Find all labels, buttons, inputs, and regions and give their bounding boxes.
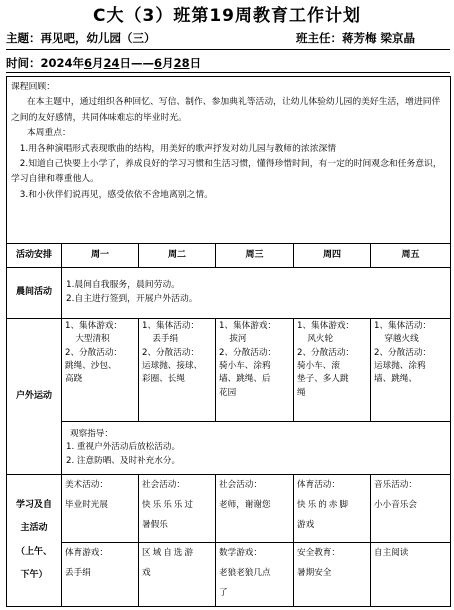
outdoor-wed-line: 骑小车、涂鸦 bbox=[219, 360, 271, 371]
morning-line-2: 2.自主进行签到，开展户外活动。 bbox=[66, 294, 198, 304]
learning-label-line-3: （上午、 bbox=[15, 546, 52, 557]
divider-bottom bbox=[6, 72, 450, 73]
outdoor-wed-line: 墙、跳绳、后 bbox=[219, 374, 271, 385]
learning-label bbox=[7, 475, 62, 607]
learning-thu-top-line: 体育活动： bbox=[297, 480, 340, 490]
outdoor-fri-line: 运球抛、涂鸦 bbox=[374, 360, 426, 371]
morning-content bbox=[62, 268, 451, 319]
morning-label: 晨间活动 bbox=[7, 268, 62, 319]
outdoor-thu-line: 骑小车、滚 bbox=[297, 360, 340, 371]
header-mon: 周一 bbox=[62, 244, 139, 268]
outdoor-fri-line: 墙、跳绳、 bbox=[374, 374, 417, 385]
outdoor-mon-line: 1、集体游戏： bbox=[65, 321, 123, 331]
learning-wed-bottom-line: 老狼老狼几点 bbox=[219, 567, 271, 578]
outdoor-fri-line: 2、分散活动： bbox=[374, 347, 432, 358]
learning-mon-top-line: 毕业时光展 bbox=[65, 499, 108, 510]
time-year: 2024年 bbox=[40, 56, 85, 70]
learning-thu-bottom bbox=[294, 543, 371, 607]
outdoor-mon-line: 高跷 bbox=[65, 374, 83, 385]
learning-thu-bottom-line: 暑期安全 bbox=[297, 567, 332, 578]
learning-wed-bottom bbox=[216, 543, 294, 607]
observation-line-1: 1. 重视户外活动后放松活动。 bbox=[66, 442, 181, 453]
learning-wed-top-line: 老师，谢谢您 bbox=[219, 499, 271, 510]
morning-line-1: 1.晨间自我服务，晨间劳动。 bbox=[66, 280, 180, 291]
outdoor-mon-line: 跳绳、沙包、 bbox=[65, 360, 117, 371]
outdoor-thu-line: 1、集体游戏： bbox=[297, 321, 355, 331]
outdoor-mon bbox=[62, 319, 139, 422]
review-cell bbox=[7, 77, 451, 244]
outdoor-fri-line: 1、集体活动： bbox=[374, 321, 432, 331]
review-row bbox=[7, 77, 451, 244]
learning-wed-top-line: 社会活动： bbox=[219, 480, 262, 490]
time-separator: —— bbox=[131, 56, 155, 70]
review-text: 在本主题中，通过组织各种回忆、写信、制作、参加典礼等活动，让幼儿体验幼儿园的美好生活，增进同伴之间的友好感情，共同体味难忘的毕业时光。 bbox=[11, 97, 441, 123]
learning-row-top bbox=[7, 475, 451, 543]
time-line bbox=[6, 55, 201, 71]
learning-fri-top-line: 小小音乐会 bbox=[374, 499, 417, 510]
time-end-day-unit: 日 bbox=[189, 56, 202, 70]
observation-line-2: 2. 注意防晒、及时补充水分。 bbox=[66, 455, 181, 466]
outdoor-label: 户外运动 bbox=[7, 319, 62, 475]
focus-title: 本周重点： bbox=[26, 128, 71, 139]
learning-label-line-2: 主活动 bbox=[20, 523, 48, 534]
outdoor-thu-line: 垫子、多人跳 bbox=[297, 374, 349, 385]
outdoor-wed bbox=[216, 319, 294, 422]
time-label: 时间： bbox=[6, 56, 41, 70]
outdoor-wed-line: 1、集体游戏： bbox=[219, 321, 277, 331]
learning-fri-top bbox=[371, 475, 451, 543]
outdoor-wed-line: 花园 bbox=[219, 387, 237, 398]
learning-tue-bottom bbox=[139, 543, 216, 607]
learning-mon-bottom bbox=[62, 543, 139, 607]
outdoor-fri bbox=[371, 319, 451, 422]
outdoor-tue-line: 运球抛、接球、 bbox=[142, 360, 203, 371]
learning-mon-bottom-line: 丢手绢 bbox=[65, 567, 91, 578]
outdoor-mon-line: 大型清积 bbox=[75, 334, 110, 345]
learning-label-line-1: 学习及自 bbox=[15, 499, 52, 510]
header-thu: 周四 bbox=[294, 244, 371, 268]
learning-wed-bottom-line: 了 bbox=[219, 587, 228, 598]
morning-row bbox=[7, 268, 451, 319]
header-fri: 周五 bbox=[371, 244, 451, 268]
time-end-month: 6 bbox=[154, 56, 163, 70]
learning-mon-top bbox=[62, 475, 139, 543]
outdoor-tue bbox=[139, 319, 216, 422]
outdoor-row bbox=[7, 319, 451, 422]
theme-value: 再见吧，幼儿园（三） bbox=[40, 31, 156, 45]
learning-tue-top-line: 快乐乐乐过 bbox=[142, 499, 195, 510]
observation-cell bbox=[62, 422, 451, 475]
outdoor-thu bbox=[294, 319, 371, 422]
outdoor-wed-line: 2、分散活动： bbox=[219, 347, 277, 358]
learning-wed-bottom-line: 数学游戏： bbox=[219, 548, 262, 558]
focus-item-1: 1.用各种演唱形式表现歌曲的结构，用美好的歌声抒发对幼儿园与教师的浓浓深情 bbox=[19, 143, 337, 154]
outdoor-tue-line: 彩圈、长绳 bbox=[142, 374, 185, 385]
learning-thu-bottom-line: 安全教育： bbox=[297, 548, 340, 558]
time-end-day: 28 bbox=[173, 56, 190, 70]
learning-mon-top-line: 美术活动： bbox=[65, 480, 108, 490]
theme-line bbox=[6, 30, 156, 46]
review-title: 课程回顾： bbox=[11, 82, 55, 92]
learning-thu-top bbox=[294, 475, 371, 543]
time-start-day: 24 bbox=[103, 56, 120, 70]
learning-tue-top bbox=[139, 475, 216, 543]
learning-thu-top-line: 快乐的赤脚 bbox=[297, 499, 350, 510]
observation-row bbox=[7, 422, 451, 475]
learning-row-bottom bbox=[7, 543, 451, 607]
learning-wed-top bbox=[216, 475, 294, 543]
outdoor-tue-line: 1、集体活动： bbox=[142, 321, 200, 331]
learning-tue-top-line: 暑假乐 bbox=[142, 519, 168, 530]
outdoor-thu-line: 绳 bbox=[297, 387, 306, 398]
plan-table bbox=[6, 76, 451, 607]
outdoor-thu-line: 风火轮 bbox=[307, 334, 334, 345]
learning-tue-top-line: 社会活动： bbox=[142, 480, 185, 490]
learning-fri-bottom-line: 自主阅读 bbox=[374, 548, 409, 558]
teacher-names: 蒋芳梅 梁京晶 bbox=[342, 31, 416, 45]
teacher-line bbox=[296, 30, 415, 46]
time-start-month-unit: 月 bbox=[92, 56, 104, 70]
learning-tue-bottom-line: 戏 bbox=[142, 567, 151, 578]
focus-item-2: 2.知道自己快要上小学了，养成良好的学习习惯和生活习惯，懂得珍惜时间，有一定的时间观念和任务意识，学习自律和尊重他人。 bbox=[11, 158, 442, 185]
outdoor-mon-line: 2、分散活动： bbox=[65, 347, 123, 358]
learning-fri-top-line: 音乐活动： bbox=[374, 480, 417, 490]
learning-mon-bottom-line: 体育游戏： bbox=[65, 548, 108, 558]
learning-tue-bottom-line: 区域自选游 bbox=[142, 548, 195, 558]
outdoor-wed-line: 拔河 bbox=[229, 334, 247, 345]
time-start-day-unit: 日 bbox=[119, 56, 132, 70]
outdoor-thu-line: 2、分散活动： bbox=[297, 347, 355, 358]
header-tue: 周二 bbox=[139, 244, 216, 268]
focus-item-3: 3.和小伙伴们说再见，感受依依不舍地离别之情。 bbox=[19, 189, 213, 200]
theme-label: 主题： bbox=[6, 31, 41, 45]
outdoor-tue-line: 丢手绢 bbox=[152, 334, 179, 345]
table-header-row bbox=[7, 244, 451, 268]
header-wed: 周三 bbox=[216, 244, 294, 268]
learning-thu-top-line: 游戏 bbox=[297, 519, 315, 530]
outdoor-tue-line: 2、分散活动： bbox=[142, 347, 200, 358]
time-end-month-unit: 月 bbox=[162, 56, 174, 70]
divider-top bbox=[6, 49, 450, 50]
observation-title: 观察指导： bbox=[70, 429, 113, 440]
learning-label-line-4: 下午） bbox=[20, 569, 48, 580]
time-start-month: 6 bbox=[84, 56, 93, 70]
teacher-label: 班主任： bbox=[296, 31, 342, 45]
learning-fri-bottom bbox=[371, 543, 451, 607]
outdoor-fri-line: 穿越火线 bbox=[384, 334, 419, 345]
header-activity: 活动安排 bbox=[7, 244, 62, 268]
page-title: C大（3）班第19周教育工作计划 bbox=[93, 6, 361, 26]
